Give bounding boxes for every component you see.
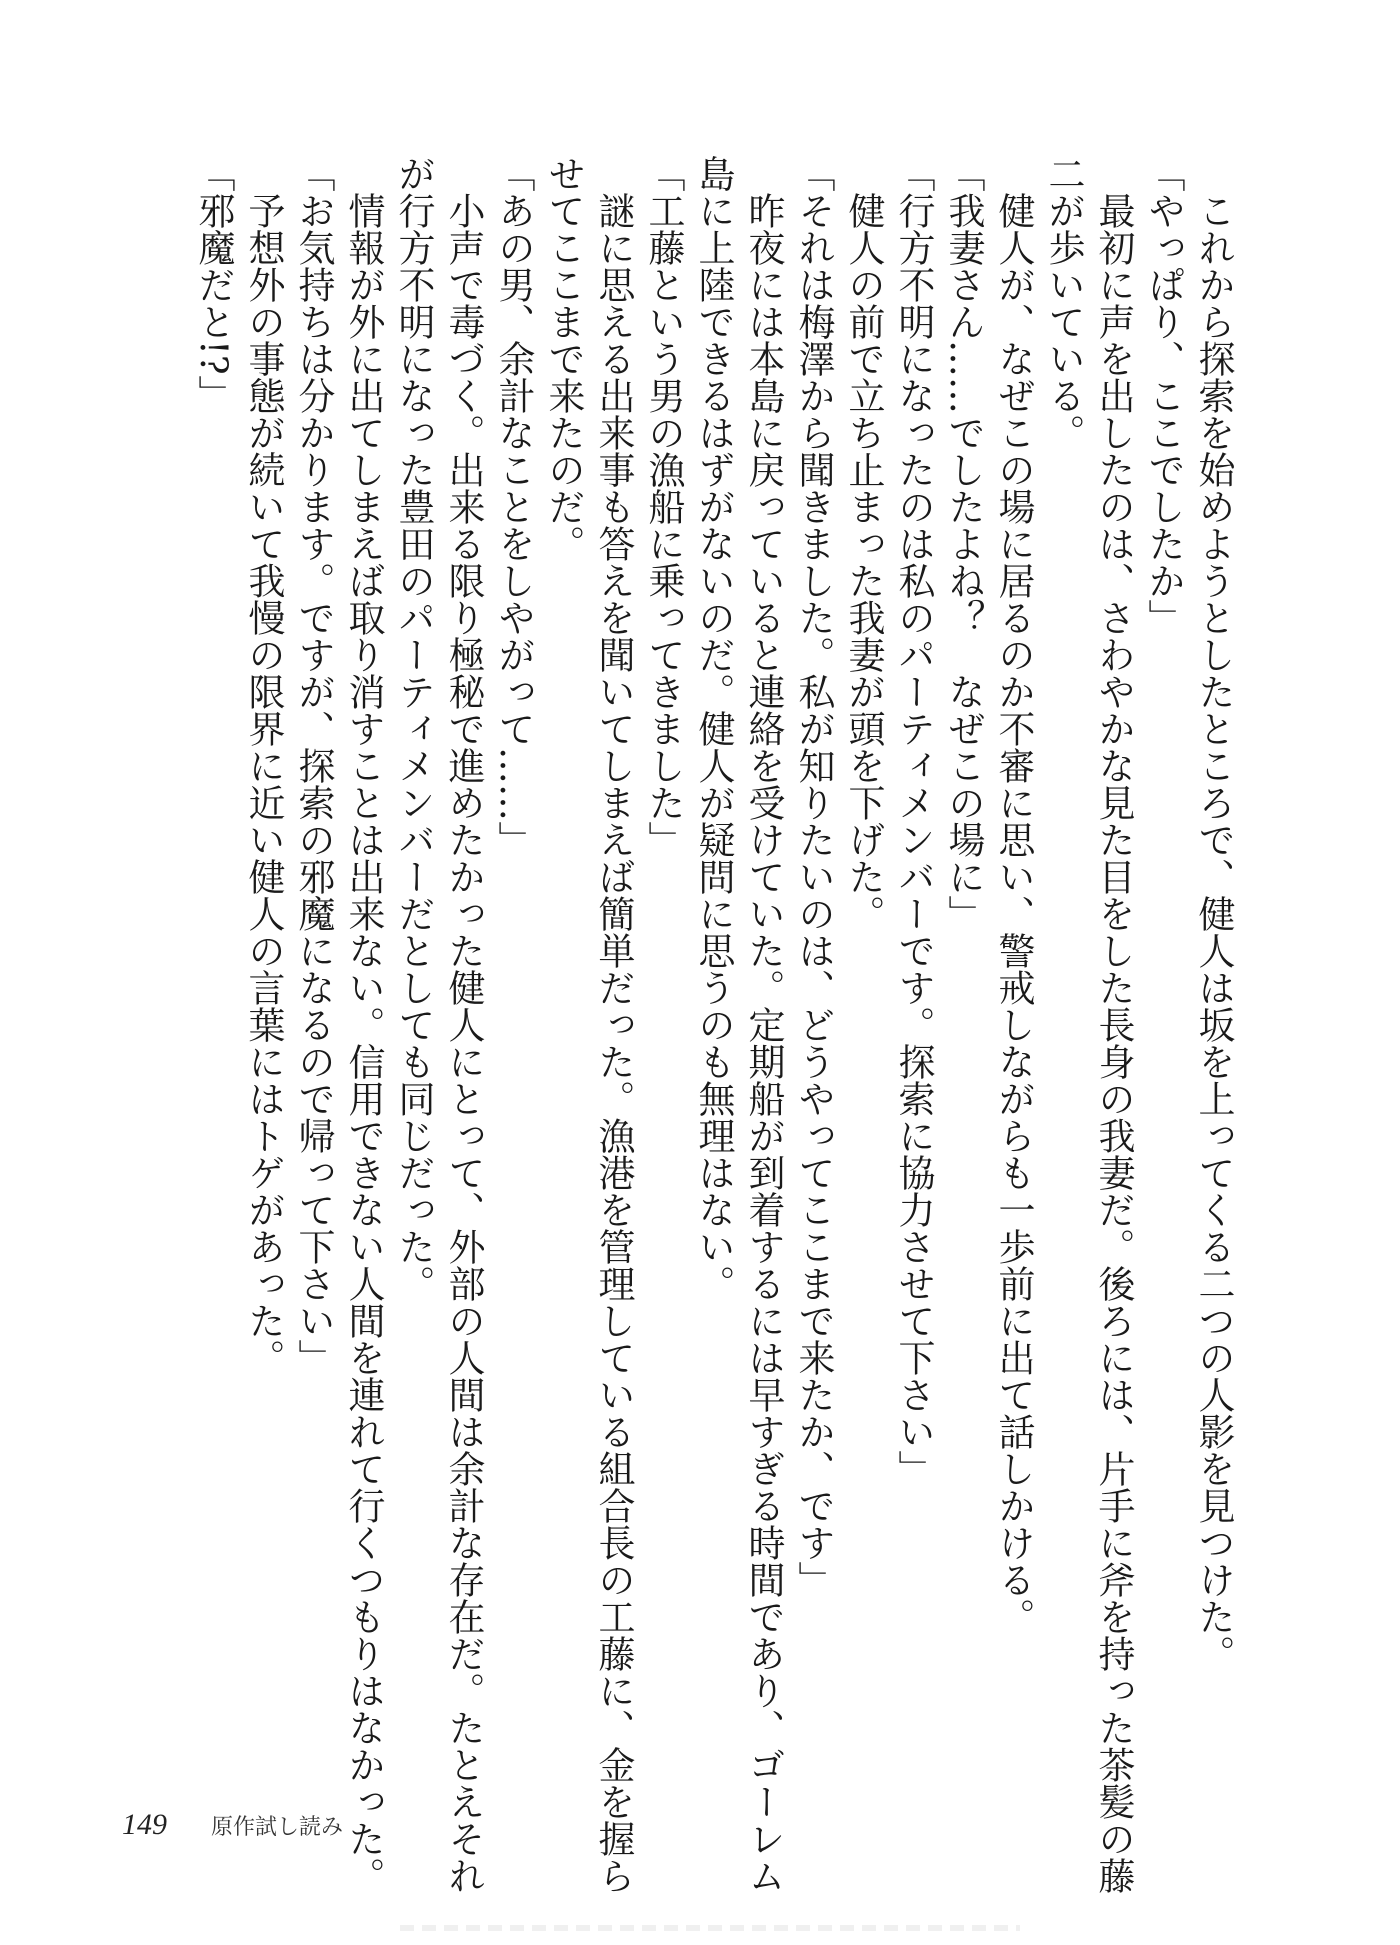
text-line: 予想外の事態が続いて我慢の限界に近い健人の言葉にはトゲがあった。: [242, 155, 285, 1376]
text-line: 二が歩いている。: [1042, 155, 1085, 451]
text-line: 謎に思える出来事も答えを聞いてしまえば簡単だった。漁港を管理している組合長の工藤に、金を握ら: [592, 155, 635, 1894]
text-line: 小声で毒づく。出来る限り極秘で進めたかった健人にとって、外部の人間は余計な存在だ。たとえそれ: [442, 155, 485, 1894]
text-line: 「行方不明になったのは私のパーティメンバーです。探索に協力させて下さい」: [892, 155, 935, 1487]
text-line: 「あの男、余計なことをしやがって……」: [492, 155, 535, 858]
text-line: 昨夜には本島に戻っていると連絡を受けていた。定期船が到着するには早すぎる時間であり、ゴーレム: [742, 155, 785, 1894]
text-line: 「工藤という男の漁船に乗ってきました」: [642, 155, 685, 858]
text-line: 「お気持ちは分かります。ですが、探索の邪魔になるので帰って下さい」: [292, 155, 335, 1376]
text-line: せてここまで来たのだ。: [542, 155, 585, 562]
text-line: 健人の前で立ち止まった我妻が頭を下げた。: [842, 155, 885, 932]
text-line: 「やっぱり、ここでしたか」: [1142, 155, 1185, 636]
text-line: が行方不明になった豊田のパーティメンバーだとしても同じだった。: [392, 155, 435, 1302]
text-line: 「我妻さん……でしたよね？ なぜこの場に」: [942, 155, 985, 932]
running-title: 原作試し読み: [211, 1815, 344, 1840]
page-number: 149: [122, 1808, 167, 1841]
scan-artifact: [400, 1925, 1020, 1931]
text-line: 「邪魔だと!?」: [192, 155, 235, 412]
text-line: 最初に声を出したのは、さわやかな見た目をした長身の我妻だ。後ろには、片手に斧を持った茶髪の藤: [1092, 155, 1135, 1894]
text-line: 島に上陸できるはずがないのだ。健人が疑問に思うのも無理はない。: [692, 155, 735, 1302]
text-line: 情報が外に出てしまえば取り消すことは出来ない。信用できない人間を連れて行くつもりはなかった。: [342, 155, 385, 1894]
text-line: 健人が、なぜこの場に居るのか不審に思い、警戒しながらも一歩前に出て話しかける。: [992, 155, 1035, 1635]
text-line: これから探索を始めようとしたところで、健人は坂を上ってくる二つの人影を見つけた。: [1192, 155, 1235, 1672]
text-line: 「それは梅澤から聞きました。私が知りたいのは、どうやってここまで来たか、です」: [792, 155, 835, 1598]
page-footer: [122, 1808, 343, 1848]
